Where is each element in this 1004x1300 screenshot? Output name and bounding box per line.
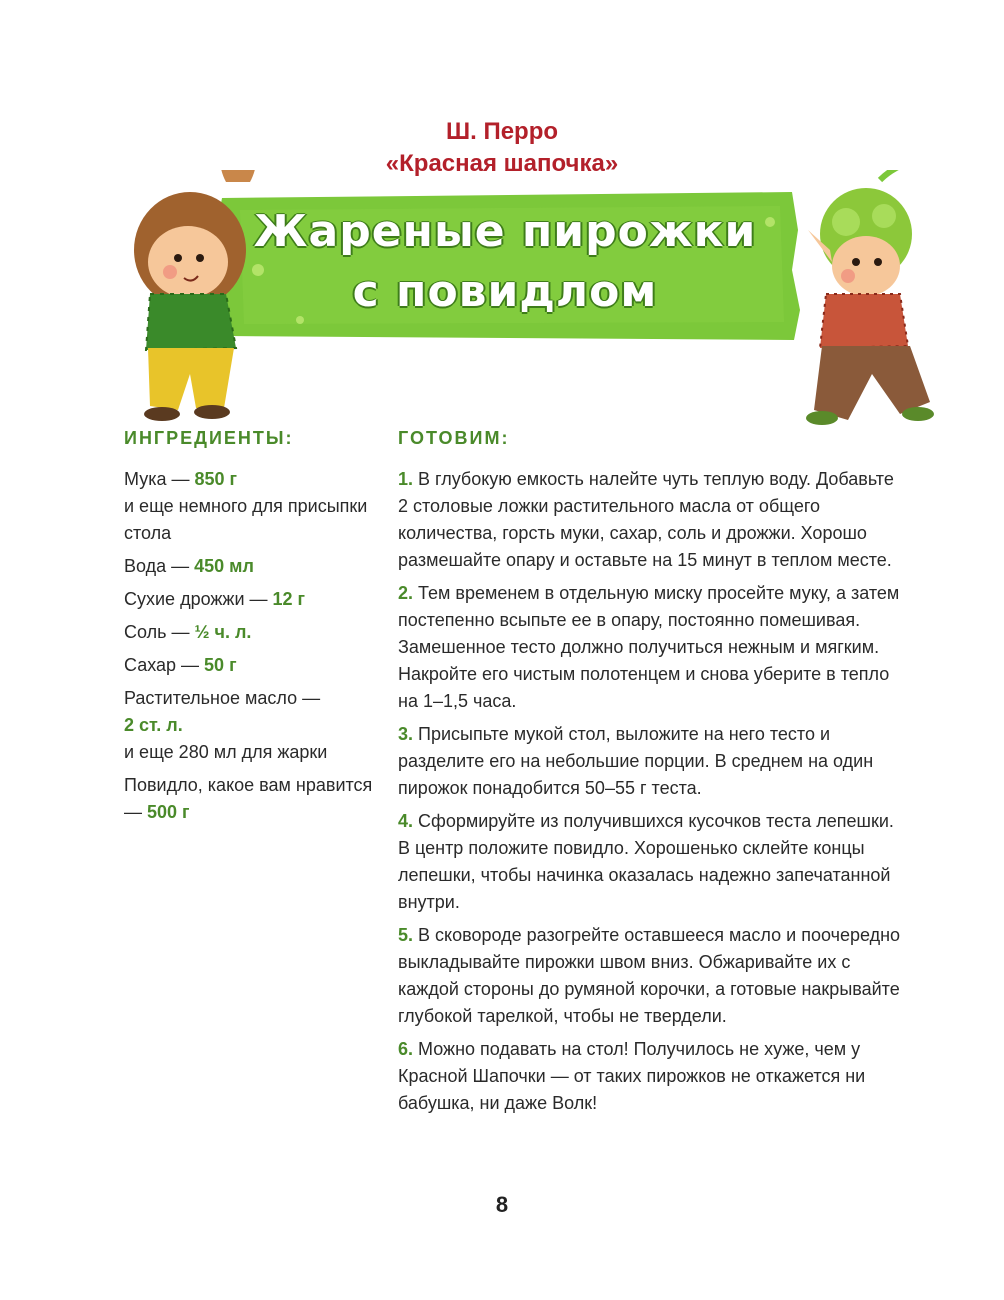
step-3	[398, 721, 908, 802]
ingredient-item	[124, 652, 374, 679]
step-text: В глубокую емкость налейте чуть теплую воду. Добавьте 2 столовые ложки растительного масла от общего количества, горсть муки, сахар, соль и дрожжи. Хорошо размешайте опару и оставьте на 15 минут в теплом месте.	[398, 469, 894, 570]
broccoli-boy-illustration	[806, 170, 934, 425]
banner-title-line2: с повидлом	[352, 266, 658, 317]
step-text: Тем временем в отдельную миску просейте муку, а затем постепенно всыпьте ее в опару, постоянно помешивая. Замешенное тесто должно получиться нежным и мягким. Накройте его чистым полотенцем и снова уберите в тепло на 1–1,5 часа.	[398, 583, 900, 711]
step-1	[398, 466, 908, 574]
step-text: Сформируйте из получившихся кусочков теста лепешки. В центр положите повидло. Хорошенько склейте концы лепешки, чтобы начинка оказалась надежно запечатанной внутри.	[398, 811, 894, 912]
preparation-heading: ГОТОВИМ:	[398, 428, 510, 448]
step-number: 2.	[398, 583, 414, 603]
header-author: Ш. Перро	[445, 118, 559, 145]
ingredient-item	[124, 586, 374, 613]
ingredients-heading: ИНГРЕДИЕНТЫ:	[124, 428, 294, 448]
step-2	[398, 580, 908, 715]
step-number: 3.	[398, 724, 414, 744]
ingredient-amount: 12 г	[272, 589, 306, 609]
ingredient-name: Сухие дрожжи —	[124, 589, 273, 609]
step-4	[398, 808, 908, 916]
ingredient-item	[124, 619, 374, 646]
ingredient-amount: ½ ч. л.	[194, 622, 252, 642]
ingredient-name: Растительное масло —	[124, 688, 321, 708]
step-text: Присыпьте мукой стол, выложите на него тесто и разделите его на небольшие порции. В среднем на один пирожок понадобится 50–55 г теста.	[398, 724, 874, 798]
ingredient-amount: 2 ст. л.	[124, 715, 183, 735]
step-number: 1.	[398, 469, 414, 489]
ingredient-item	[124, 772, 374, 826]
step-5	[398, 922, 908, 1030]
ingredient-name: Мука —	[124, 469, 195, 489]
recipe-banner	[0, 170, 1004, 430]
step-text: В сковороде разогрейте оставшееся масло и поочередно выкладывайте пирожки швом вниз. Обжаривайте их с каждой стороны до румяной корочки, а готовые накрывайте глубокой тарелкой, чтобы не твердели.	[398, 925, 901, 1026]
ingredients-list	[124, 466, 374, 832]
ingredient-name: Соль —	[124, 622, 195, 642]
step-number: 6.	[398, 1039, 414, 1059]
ingredient-note: и еще 280 мл для жарки	[124, 742, 328, 762]
ingredient-name: Повидло, какое вам нравится —	[124, 775, 373, 822]
ingredient-name: Вода —	[124, 556, 195, 576]
ingredient-amount: 50 г	[204, 655, 237, 675]
ingredient-item	[124, 466, 374, 547]
ingredient-item	[124, 553, 374, 580]
step-number: 5.	[398, 925, 414, 945]
ingredient-amount: 850 г	[194, 469, 238, 489]
preparation-steps	[398, 466, 908, 1123]
ingredient-amount: 500 г	[147, 802, 190, 822]
step-6	[398, 1036, 908, 1117]
ingredient-name: Сахар —	[124, 655, 205, 675]
page-number: 8	[495, 1192, 509, 1217]
ingredient-item	[124, 685, 374, 766]
step-text: Можно подавать на стол! Получилось не хуже, чем у Красной Шапочки — от таких пирожков не откажется ни бабушка, ни даже Волк!	[398, 1039, 866, 1113]
step-number: 4.	[398, 811, 414, 831]
header-book-title: «Красная шапочка»	[385, 150, 619, 177]
ingredient-note: и еще немного для присыпки стола	[124, 496, 368, 543]
banner-title-line1: Жареные пирожки	[253, 206, 757, 257]
ingredient-amount: 450 мл	[194, 556, 254, 576]
